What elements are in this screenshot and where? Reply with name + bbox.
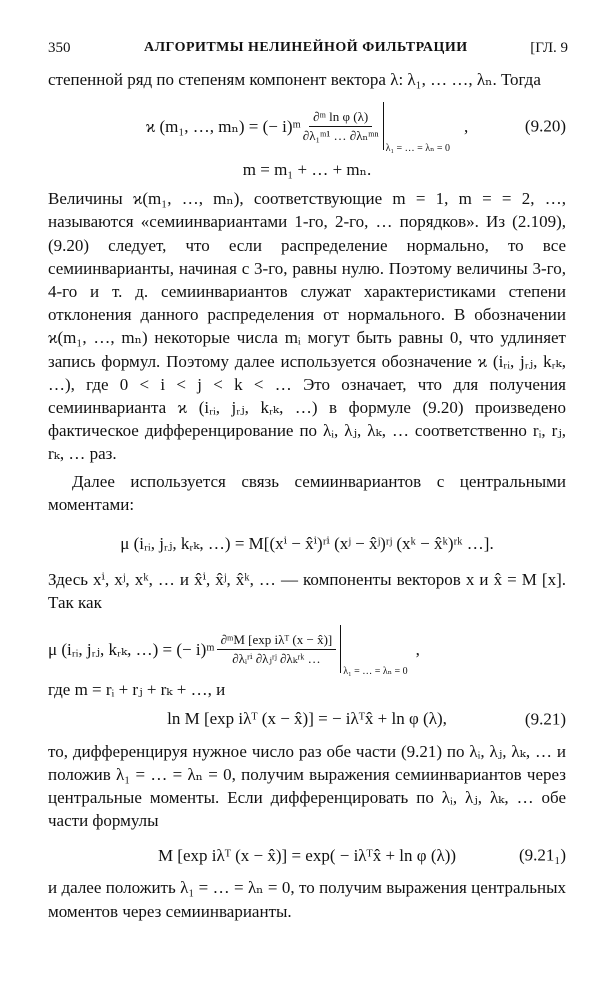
equation-9-20: [48, 97, 566, 155]
eq-m-text: m = m₁ + … + mₙ.: [242, 159, 372, 179]
eq921-number: (9.21): [524, 709, 566, 729]
eq-mu2-lhs: μ (iᵣᵢ, jᵣⱼ, kᵣₖ, …) = (− i)ᵐ: [48, 639, 215, 659]
eq9211-number: (9.21₁): [519, 845, 566, 865]
eq-mu2-numerator: ∂ᵐM [exp iλᵀ (x − x̂)]: [217, 632, 337, 650]
eq920-fraction: [303, 109, 379, 144]
equation-mu-derivative: [48, 620, 566, 678]
eq-mu1-text: μ (iᵣᵢ, jᵣⱼ, kᵣₖ, …) = M[(xⁱ − x̂ⁱ)ʳⁱ (xʲ − x̂ʲ)ʳʲ (xᵏ − x̂ᵏ)ʳᵏ …].: [120, 534, 494, 554]
chapter-label: [ГЛ. 9: [530, 40, 568, 56]
eq920-punct: ,: [464, 116, 469, 136]
eq-mu2-evaluation-bar: [340, 625, 408, 678]
paragraph-3: Далее используется связь семиинвариантов с центральными моментами:: [48, 471, 566, 514]
eq-mu2-punct: ,: [415, 639, 420, 659]
running-title: АЛГОРИТМЫ НЕЛИНЕЙНОЙ ФИЛЬТРАЦИИ: [144, 40, 468, 55]
equation-m-sum: [48, 155, 566, 183]
eq920-number: (9.20): [524, 116, 566, 136]
eq-mu2-denominator: ∂λᵢʳⁱ ∂λⱼʳʲ ∂λₖʳᵏ …: [232, 650, 321, 666]
paragraph-2: Величины ϰ(m₁, …, mₙ), соответствующие m = 1, m = = 2, …, называются «семиинвариантами 1-го, 2-го, … порядков». Из (2.109), (9.20) следует, что если распределение нормально, то все семиинварианты, начиная с 3-го, равны нулю. Поэтому величины 3-го, 4-го и т. д. семиинвариантов служат характеристиками степени отклонения данного распределения от нормального. В обозначении ϰ(m₁, …, mₙ) некоторые числа mᵢ могут быть равны 0, что удлиняет запись формул. Поэтому далее используется обозначение ϰ (iᵣᵢ, jᵣⱼ, kᵣₖ, …), где 0 < i < j < k < … Это означает, что для получения семиинварианта ϰ (iᵣᵢ, jᵣⱼ, kᵣₖ, …) в формуле (9.20) произведено фактическое дифференцирование по λᵢ, λⱼ, λₖ, … соответственно rᵢ, rⱼ, rₖ, … раз.: [48, 189, 566, 464]
paragraph-7: и далее положить λ₁ = … = λₙ = 0, то получим выражения центральных моментов через семиинварианты.: [48, 878, 566, 921]
paragraph-4: Здесь xⁱ, xʲ, xᵏ, … и x̂ⁱ, x̂ʲ, x̂ᵏ, … — компоненты векторов x и x̂ = M [x]. Так как: [48, 570, 566, 613]
page-body: [48, 68, 566, 923]
eq920-denominator: ∂λ₁ᵐ¹ … ∂λₙᵐⁿ: [302, 127, 379, 143]
eq921-text: ln M [exp iλᵀ (x − x̂)] = − iλᵀx̂ + ln φ (λ),: [167, 709, 447, 729]
paragraph-1: степенной ряд по степеням компонент вектора λ: λ₁, … …, λₙ. Тогда: [48, 70, 541, 89]
eq920-evaluation-bar: [383, 102, 451, 155]
eq9211-text: M [exp iλᵀ (x − x̂)] = exp( − iλᵀx̂ + ln φ (λ)): [157, 845, 457, 865]
paragraph-5: где m = rᵢ + rⱼ + rₖ + …, и: [48, 680, 226, 700]
eq920-eval-condition: λ₁ = … = λₙ = 0: [385, 143, 451, 155]
eq920-numerator: ∂ᵐ ln φ (λ): [309, 109, 372, 127]
paragraph-6: то, дифференцируя нужное число раз обе части (9.21) по λᵢ, λⱼ, λₖ, … и положив λ₁ = … = λₙ = 0, получим выражения семиинвариантов через центральные моменты. Если дифференцировать по λᵢ, λⱼ, λₖ, … обе части формулы: [48, 741, 566, 831]
equation-9-21-1: [48, 838, 566, 872]
page-number: 350: [48, 40, 71, 56]
equation-mu-moments: [48, 524, 566, 564]
eq-mu2-fraction: [217, 632, 337, 667]
eq920-lhs: ϰ (m₁, …, mₙ) = (− i)ᵐ: [145, 116, 301, 136]
equation-9-21: [48, 702, 566, 736]
eq-mu2-eval-condition: λ₁ = … = λₙ = 0: [343, 666, 408, 678]
